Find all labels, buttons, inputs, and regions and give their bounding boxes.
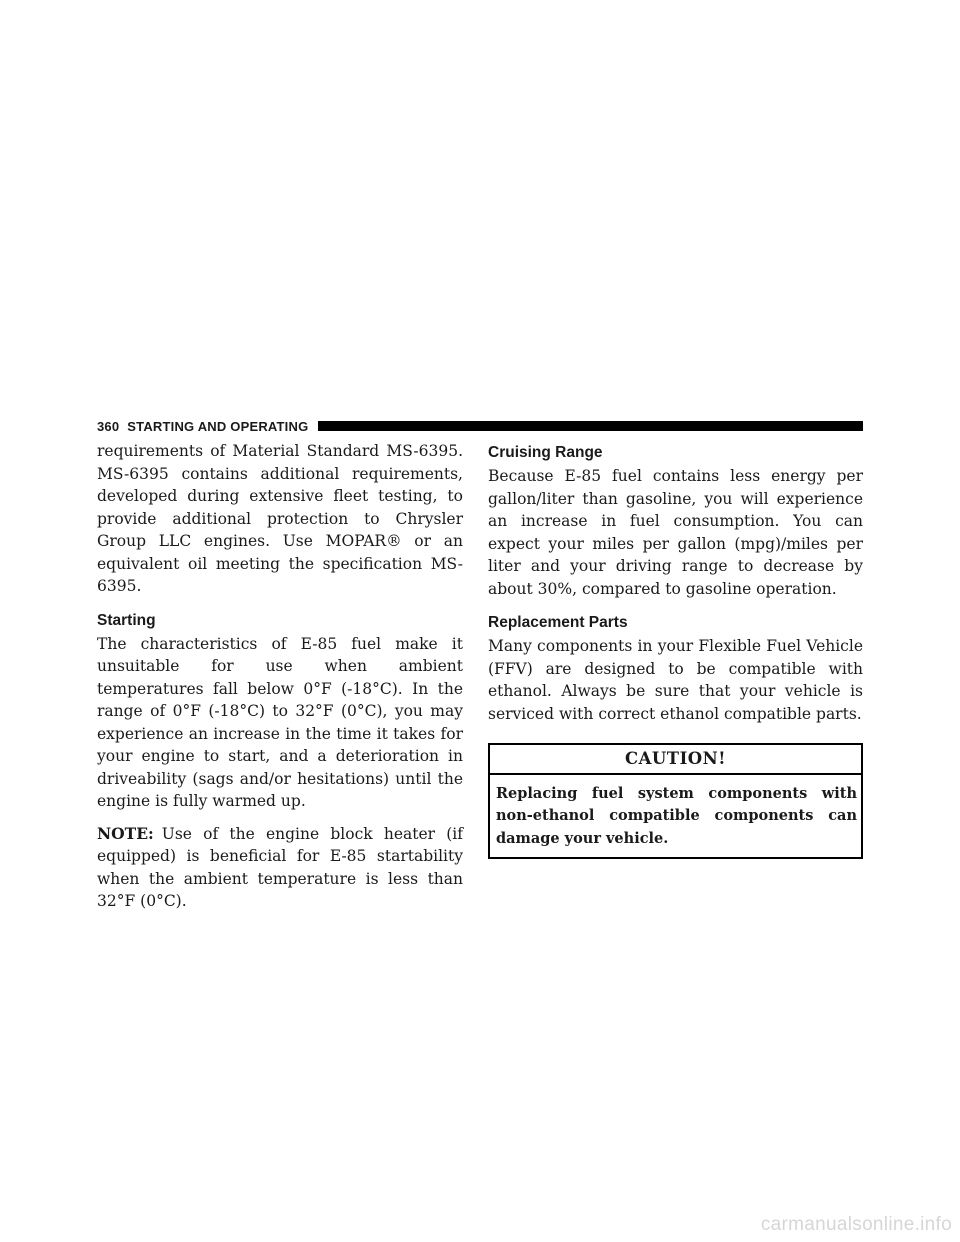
note-text: Use of the engine block heater (if equipped) is beneficial for E-85 startability when the ambient temperature is less than 32°F (0°C). <box>97 824 463 910</box>
caution-text: Replacing fuel system components with non-ethanol compatible components can damage your vehicle. <box>496 784 857 847</box>
cruising-range-heading: Cruising Range <box>488 444 603 461</box>
header-rule <box>318 421 863 431</box>
note-paragraph <box>97 823 463 913</box>
starting-heading: Starting <box>97 611 156 629</box>
left-column <box>97 440 463 923</box>
replacement-parts-heading: Replacement Parts <box>488 614 628 631</box>
right-column <box>488 440 863 859</box>
replacement-parts-paragraph: Many components in your Flexible Fuel Vehicle (FFV) are designed to be compatible with ethanol. Always be sure that your vehicle is serviced with correct ethanol compatible parts. <box>488 637 863 723</box>
page-number: 360 <box>97 418 120 434</box>
intro-paragraph: requirements of Material Standard MS-6395. MS-6395 contains additional requirements, developed during extensive fleet testing, to provide additional protection to Chrysler Group LLC engines. Use MOPAR® or an equivalent oil meeting the specification MS-6395. <box>97 442 463 595</box>
caution-title: CAUTION! <box>490 745 861 775</box>
section-title: STARTING AND OPERATING <box>127 418 309 434</box>
starting-paragraph: The characteristics of E-85 fuel make it unsuitable for use when ambient temperatures fall below 0°F (-18°C). In the range of 0°F (-18°C) to 32°F (0°C), you may experience an increase in the time it takes for your engine to start, and a deterioration in driveability (sags and/or hesitations) until the engine is fully warmed up. <box>97 634 463 810</box>
watermark: carmanualsonline.info <box>760 1214 952 1235</box>
cruising-range-paragraph: Because E-85 fuel contains less energy per gallon/liter than gasoline, you will experience an increase in fuel consumption. You can expect your miles per gallon (mpg)/miles per liter and your driving range to decrease by about 30%, compared to gasoline operation. <box>488 467 863 598</box>
note-label: NOTE: <box>97 823 154 843</box>
page-header <box>97 418 863 434</box>
caution-box <box>488 743 863 859</box>
